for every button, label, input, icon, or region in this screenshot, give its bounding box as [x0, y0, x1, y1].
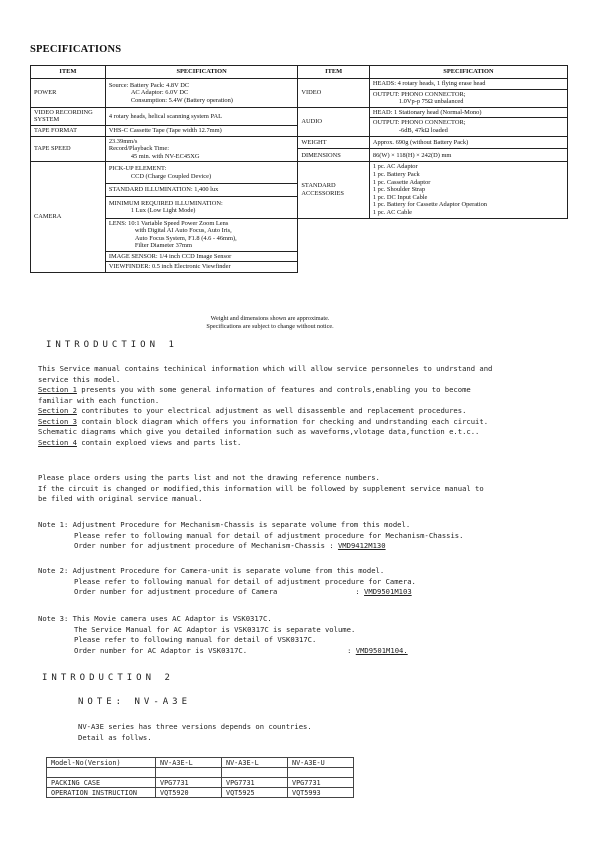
item-video: VIDEO	[298, 79, 370, 108]
section-2-label: Section 2	[38, 406, 77, 415]
spec-notes	[140, 315, 400, 331]
intro2-note-heading: NOTE: NV-A3E	[78, 697, 192, 707]
version-table-header: Model-No(Version) NV-A3E-L NV-A3E-L NV-A3E-U	[47, 758, 354, 768]
version-table	[46, 757, 354, 798]
spec-accessories: 1 pc. AC Adaptor 1 pc. Battery Pack 1 pc. Cassette Adaptor 1 pc. Shoulder Strap 1 pc. DC Input Cable 1 pc. Battery for Cassette Adaptor Operation 1 pc. AC Cable	[369, 162, 567, 218]
spec-standard-illumination: STANDARD ILLUMINATION: 1,400 lux	[105, 184, 298, 197]
spec-tape-speed: 23.39mm/s Record/Playback Time: 45 min. with NV-EC45XG	[105, 136, 298, 162]
item-video-recording: VIDEO RECORDING SYSTEM	[31, 107, 106, 125]
spec-lens: LENS: 10:1 Variable Speed Power Zoom Lens with Digital AI Auto Focus, Auto Iris, Auto Focus System, F1.8 (4.6 - 46mm), Filter Diameter 37mm	[105, 218, 298, 251]
spec-minimum-illumination: MINIMUM REQUIRED ILLUMINATION: 1 Lux (Low Light Mode)	[105, 196, 298, 218]
spec-pickup: PICK-UP ELEMENT: CCD (Charge Coupled Device)	[105, 162, 298, 184]
spec-title: SPECIFICATIONS	[30, 44, 122, 55]
section-3-label: Section 3	[38, 416, 77, 426]
spec-video-heads: HEADS: 4 rotary heads, 1 flying erase head	[369, 79, 567, 90]
intro2-body: NV-A3E series has three versions depends on countries. Detail as follws.	[78, 722, 312, 742]
item-audio: AUDIO	[298, 107, 370, 136]
item-tape-speed: TAPE SPEED	[31, 136, 106, 162]
empty-cell	[298, 218, 568, 273]
section-4-label: Section 4	[38, 437, 77, 447]
spec-video-output: OUTPUT: PHONO CONNECTOR; 1.0Vp-p 75Ω unbalanced	[369, 89, 567, 107]
item-tape-format: TAPE FORMAT	[31, 125, 106, 136]
table-row	[47, 768, 354, 778]
table-row: PACKING CASE VPG7731 VPG7731 VPG7731	[47, 778, 354, 788]
spec-dimensions: 86(W) × 118(H) × 242(D) mm	[369, 149, 567, 162]
spec-viewfinder: VIEWFINDER: 0.5 inch Electronic Viewfinder	[105, 262, 298, 273]
item-accessories: STANDARD ACCESSORIES	[298, 162, 370, 218]
spec-audio-output: OUTPUT: PHONO CONNECTOR; -6dB, 47kΩ loaded	[369, 118, 567, 136]
item-dimensions: DIMENSIONS	[298, 149, 370, 162]
spec-weight: Approx. 690g (without Battery Pack)	[369, 136, 567, 149]
intro1-heading: INTRODUCTION 1	[46, 340, 178, 350]
intro2-heading: INTRODUCTION 2	[42, 673, 174, 683]
spec-note-line: Specifications are subject to change without notice.	[206, 323, 334, 330]
intro1-body: This Service manual contains techinical information which will allow service personneles to undrstand and service this model. Section 1 presents you with some general information of features and controls,enabling you to become familiar with each function. Section 2 contributes to your electrical adjustment as well disassemble and replacement procedures. Section 3 contain block diagram which offers you information for checking and undrstanding each circuit. Schematic diagrams which give you detailed information such as waveforms,vlotage data,function e.t.c.. Section 4 contain exploed views and parts list.	[38, 364, 493, 447]
spec-audio-head: HEAD: 1 Stationary head (Normal-Mono)	[369, 107, 567, 118]
note-1: Note 1: Adjustment Procedure for Mechanism-Chassis is separate volume from this model. Please refer to following manual for detail of adjustment procedure for Mechanism-Chassis. Order number for adjustment procedure of Mechanism-Chassis : VMD9412M130	[38, 520, 464, 550]
note-3: Note 3: This Movie camera uses AC Adaptor is VSK0317C. The Service Manual for AC Adaptor is VSK0317C is separate volume. Please refer to following manual for detail of VSK0317C. Order number for AC Adaptor is VSK0317C. : VMD9501M104.	[38, 614, 408, 655]
table-row: OPERATION INSTRUCTION VQT5920 VQT5925 VQT5993	[47, 788, 354, 798]
item-camera: CAMERA	[31, 162, 106, 273]
col-header-item: ITEM	[31, 66, 106, 79]
col-header-spec-2: SPECIFICATION	[369, 66, 567, 79]
col-header-item-2: ITEM	[298, 66, 370, 79]
spec-note-line: Weight and dimensions shown are approximate.	[210, 315, 330, 322]
spec-power: Source: Battery Pack: 4.8V DC AC Adaptor: 6.0V DC Consumption: 5.4W (Battery operation)	[105, 79, 298, 108]
col-header-spec: SPECIFICATION	[105, 66, 298, 79]
intro1-parts-paragraph: Please place orders using the parts list and not the drawing reference numbers. If the circuit is changed or modified,this information will be followed by supplement service manual to be filed with original service manual.	[38, 473, 484, 503]
order-number-3: VMD9501M104.	[355, 645, 408, 655]
spec-video-recording: 4 rotary heads, helical scanning system PAL	[105, 107, 298, 125]
item-power: POWER	[31, 79, 106, 108]
spec-table	[30, 65, 568, 273]
spec-tape-format: VHS-C Cassette Tape (Tape width 12.7mm)	[105, 125, 298, 136]
order-number-2: VMD9501M103	[364, 587, 412, 596]
section-1-label: Section 1	[38, 385, 77, 394]
item-weight: WEIGHT	[298, 136, 370, 149]
spec-image-sensor: IMAGE SENSOR: 1/4 inch CCD Image Sensor	[105, 251, 298, 262]
order-number-1: VMD9412M130	[337, 541, 386, 550]
note-2: Note 2: Adjustment Procedure for Camera-unit is separate volume from this model. Please refer to following manual for detail of adjustment procedure for Camera. Order number for adjustment procedure of Camera : VMD9501M103	[38, 566, 416, 596]
